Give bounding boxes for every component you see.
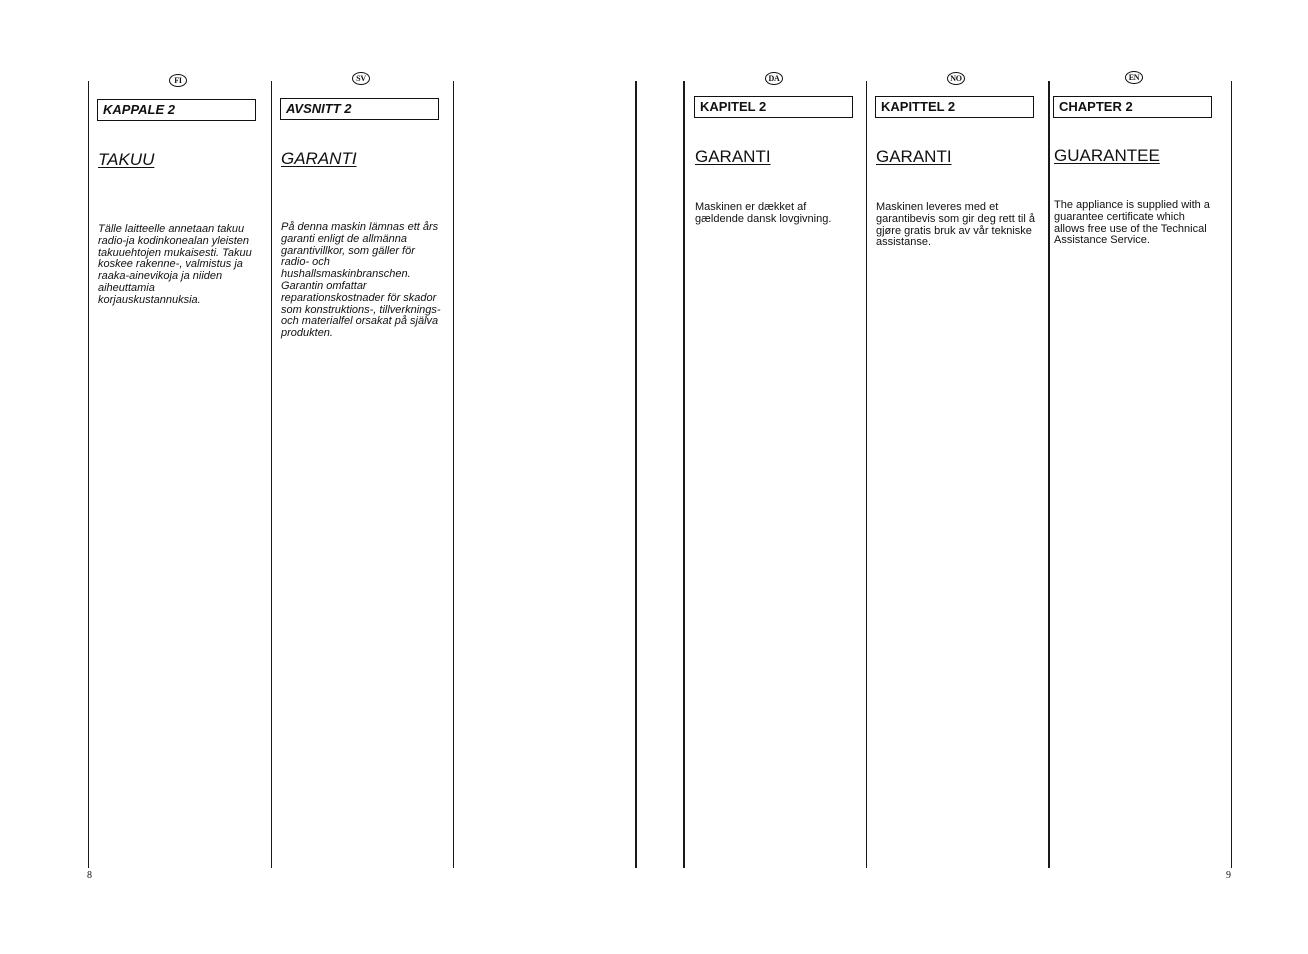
- chapter-label: KAPITEL 2: [694, 96, 853, 118]
- column-rule: [683, 81, 685, 868]
- section-heading: GARANTI: [876, 147, 952, 166]
- page-number-right: 9: [1226, 870, 1231, 881]
- section-body: The appliance is supplied with a guarantee certificate which allows free use of the Technical Assistance Service.: [1054, 199, 1210, 247]
- column-rule: [453, 81, 454, 868]
- chapter-label: KAPPALE 2: [97, 99, 256, 121]
- chapter-label: KAPITTEL 2: [875, 96, 1034, 118]
- section-body: Maskinen er dækket af gældende dansk lovgivning.: [695, 201, 832, 225]
- page-number-left: 8: [87, 870, 92, 881]
- section-heading: TAKUU: [98, 150, 155, 169]
- language-badge-en: EN: [1125, 71, 1143, 84]
- column-rule: [88, 81, 89, 868]
- column-rule: [866, 81, 867, 868]
- section-body: Tälle laitteelle annetaan takuu radio-ja kodinkonealan yleisten takuuehtojen mukaisesti. Takuu koskee rakenne-, valmistus ja raaka-ainevikoja ja niiden aiheuttamia korjauskustannuksia.: [98, 223, 252, 306]
- language-badge-sv: SV: [352, 72, 370, 85]
- chapter-label: AVSNITT 2: [280, 98, 439, 120]
- section-heading: GARANTI: [695, 147, 771, 166]
- section-heading: GARANTI: [281, 149, 357, 168]
- column-rule: [1231, 81, 1232, 868]
- page-fold-rule: [635, 81, 637, 868]
- section-body: På denna maskin lämnas ett års garanti enligt de allmänna garantivillkor, som gäller för radio- och hushallsmaskinbranschen. Garantin omfattar reparationskostnader för skador som konstruktions-, tillverknings- och materialfel orsakat på själva produkten.: [281, 221, 441, 340]
- section-body: Maskinen leveres med et garantibevis som gir deg rett til å gjøre gratis bruk av vår tekniske assistanse.: [876, 201, 1035, 249]
- language-badge-fi: FI: [169, 74, 187, 87]
- section-heading: GUARANTEE: [1054, 146, 1160, 165]
- language-badge-da: DA: [765, 72, 783, 85]
- column-rule: [1048, 81, 1050, 868]
- language-badge-no: NO: [947, 72, 965, 85]
- column-rule: [271, 81, 272, 868]
- chapter-label: CHAPTER 2: [1053, 96, 1212, 118]
